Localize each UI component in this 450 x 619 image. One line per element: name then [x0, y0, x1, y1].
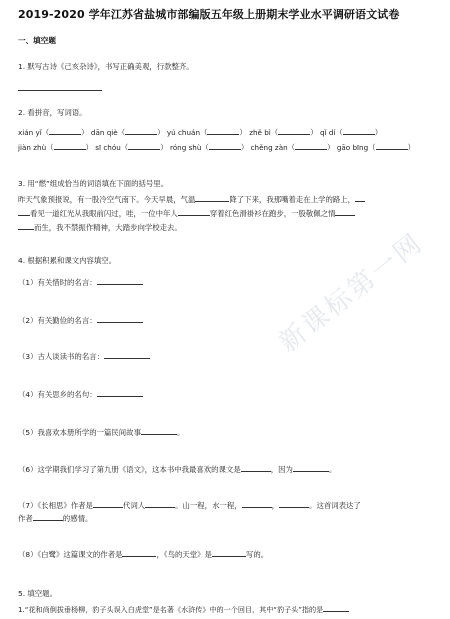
answer-blank[interactable] — [141, 426, 177, 435]
answer-blank[interactable] — [207, 126, 239, 135]
q4-item-4: （4）有关思乡的名句： — [18, 388, 143, 400]
question-5: 5. 填空题。 — [18, 589, 57, 598]
answer-blank[interactable] — [242, 499, 272, 508]
answer-blank[interactable] — [128, 141, 160, 150]
q3-passage-line-3: 而生，我不禁振作精神，大踏步向学校走去。 — [18, 221, 182, 233]
answer-blank[interactable] — [54, 141, 86, 150]
answer-blank[interactable] — [18, 221, 34, 230]
q4-item-2: （2）有关勤俭的名言： — [18, 314, 143, 326]
q4-item-3: （3）古人谈读书的名言： — [18, 350, 150, 362]
q4-item-7: （7）《长相思》作者是 代词人 。山一程，水一程， ， 。这首词表达了 — [18, 501, 361, 510]
question-4: 4. 根据积累和课文内容填空。 — [18, 256, 117, 265]
answer-blank[interactable] — [279, 499, 309, 508]
answer-blank[interactable] — [49, 126, 81, 135]
answer-blank[interactable] — [122, 548, 156, 557]
pinyin: jiàn zhù — [18, 143, 47, 152]
answer-blank[interactable] — [18, 82, 102, 91]
pinyin: zhě bì — [249, 128, 271, 137]
pinyin: xián yǐ — [18, 128, 42, 137]
q3-passage-line-2: 看见一道红光从我眼前闪过，哇，一位中年人 穿着红色滑褂衫在跑步，一股敬佩之情 — [18, 207, 355, 219]
question-3: 3. 用“燃”组成恰当的词语填在下面的括号里。 — [18, 179, 169, 188]
answer-blank[interactable] — [278, 126, 310, 135]
answer-blank[interactable] — [376, 141, 408, 150]
question-1: 1. 默写古诗《己亥杂诗》，书写正确美观，行款整齐。 — [18, 62, 194, 71]
answer-blank[interactable] — [145, 499, 175, 508]
answer-blank[interactable] — [97, 388, 143, 397]
answer-blank[interactable] — [97, 276, 143, 285]
watermark: 新课标第一网 — [273, 227, 430, 359]
pinyin: yú chuán — [166, 128, 201, 137]
answer-blank[interactable] — [335, 207, 355, 216]
pinyin: róng shù — [169, 143, 202, 152]
q4-item-8: （8）《白鹭》这篇课文的作者是 ，《鸟的天堂》是 写的。 — [18, 550, 269, 559]
answer-blank[interactable] — [343, 126, 375, 135]
pinyin-row-1: xián yǐ（ ） dān qiè（ ） yú chuán（ ） zhě bì（ ） qǐ dí（ ） — [18, 128, 383, 137]
answer-blank[interactable] — [241, 463, 271, 472]
pinyin: sī chóu — [95, 143, 121, 152]
answer-blank[interactable] — [195, 193, 229, 202]
answer-blank[interactable] — [293, 463, 329, 472]
q5-item-1: 1.“花和尚倒拔垂杨柳，豹子头误入白虎堂”是名著《水浒传》中的一个回目，其中“豹子头”指的是 — [18, 603, 349, 615]
q3-passage-line-1: 昨天气象预报说，有一股冷空气南下。今天早晨，气温 降了下来，我那嘴着走在上学的路上， — [18, 193, 365, 205]
question-2: 2. 看拼音，写词语。 — [18, 108, 87, 117]
answer-blank[interactable] — [97, 314, 143, 323]
pinyin: qǐ dí — [319, 128, 336, 137]
answer-blank[interactable] — [104, 350, 150, 359]
pinyin: chěng zàn — [250, 143, 288, 152]
answer-blank[interactable] — [18, 207, 30, 216]
q4-item-7-cont: 作者 的感情。 — [18, 514, 93, 523]
q4-item-5: （5）我喜欢本册所学的一篇民间故事 。 — [18, 428, 185, 437]
answer-blank[interactable] — [323, 603, 349, 612]
section-heading: 一、填空题 — [18, 36, 56, 45]
answer-blank[interactable] — [33, 512, 63, 521]
answer-blank[interactable] — [125, 126, 157, 135]
answer-blank[interactable] — [295, 141, 327, 150]
answer-blank[interactable] — [355, 193, 365, 202]
q4-item-6: （6）这学期我们学习了第九册《语文》，这本书中我最喜欢的课文是 ，因为 。 — [18, 465, 337, 474]
q4-item-1: （1）有关惜时的名言： — [18, 276, 143, 288]
pinyin-row-2: jiàn zhù（ ） sī chóu（ ） róng shù（ ） chěng zàn（ ） gāo bīng（ ） — [18, 143, 415, 152]
page-title: 2019-2020 学年江苏省盐城市部编版五年级上册期末学业水平调研语文试卷 — [18, 8, 400, 21]
answer-blank[interactable] — [212, 548, 246, 557]
answer-blank[interactable] — [209, 141, 241, 150]
q1-answer-line[interactable] — [18, 82, 102, 94]
answer-blank[interactable] — [93, 499, 123, 508]
pinyin: gāo bīng — [336, 143, 369, 152]
pinyin: dān qiè — [90, 128, 118, 137]
answer-blank[interactable] — [178, 207, 210, 216]
